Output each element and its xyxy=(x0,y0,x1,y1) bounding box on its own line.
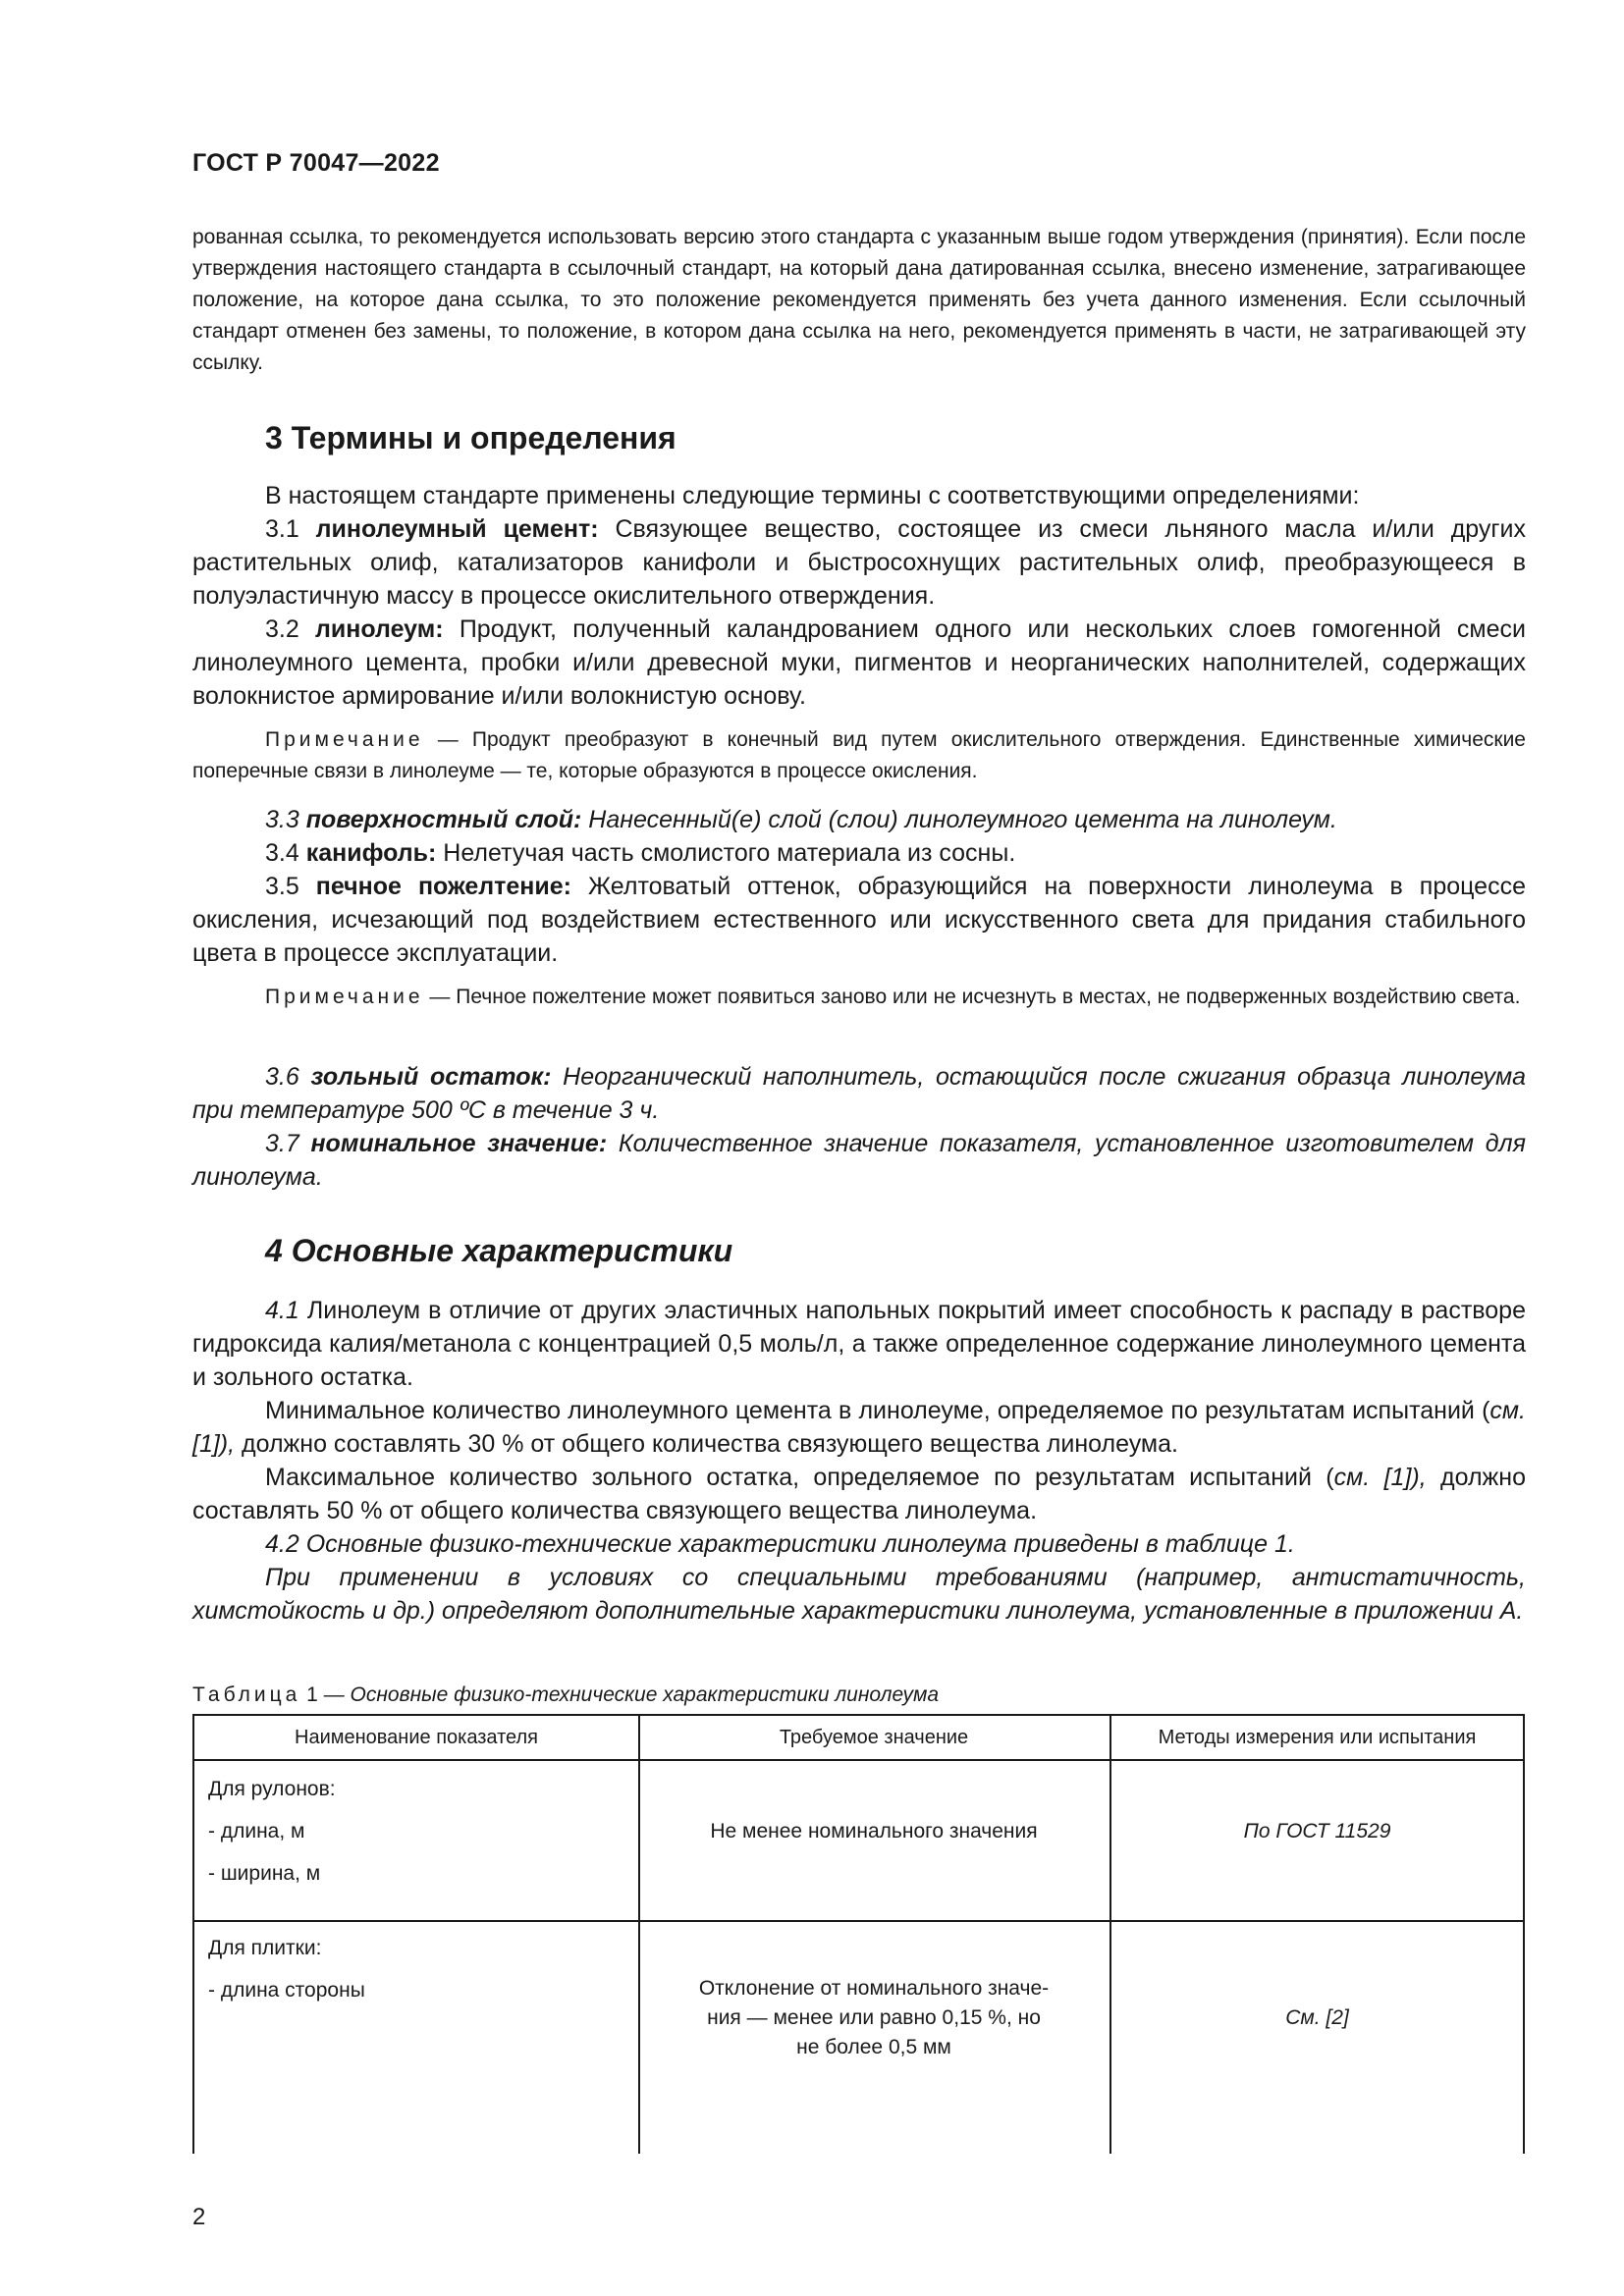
para-4-2: 4.2 Основные физико-технические характеристики линолеума приведены в таблице 1. xyxy=(265,1530,1295,1558)
table-header-method: Методы измерения или испытания xyxy=(1158,1727,1477,1748)
section-3-heading: 3 Термины и определения xyxy=(265,420,677,455)
section-4-body xyxy=(192,1294,1526,1628)
term-3-7: 3.7 номинальное значение: Количественное значение показателя, установленное изготовителем для линолеума. xyxy=(192,1130,1526,1191)
para-4-1: 4.1 Линолеум в отличие от других эластичных напольных покрытий имеет способность к распаду в растворе гидроксида калия/метанола с концентрацией 0,5 моль/л, а также определенное содержание линолеумного цемента и зольного остатка. xyxy=(192,1297,1526,1391)
section-3-body xyxy=(192,479,1526,713)
intro-text: рованная ссылка, то рекомендуется использовать версию этого стандарта с указанным выше годом утверждения (принятия). Если после утверждения настоящего стандарта в ссылочный стандарт, на который дана датированная ссылка, внесено изменение, затрагивающее положение, на которое дана ссылка, то это положение рекомендуется применять без учета данного изменения. Если ссылочный стандарт отменен без замены, то положение, в котором дана ссылка на него, рекомендуется применять в части, не затрагивающей эту ссылку. xyxy=(192,226,1526,374)
page-number: 2 xyxy=(192,2204,206,2230)
term-3-6: 3.6 зольный остаток: Неорганический наполнитель, остающийся после сжигания образца линолеума при температуре 500 ºC в течение 3 ч. xyxy=(192,1063,1527,1124)
table-header-value: Требуемое значение xyxy=(779,1727,969,1748)
para-4-1-max: Максимальное количество зольного остатка, определяемое по результатам испытаний (см. [1]), должно составлять 50 % от общего количества связующего вещества линолеума. xyxy=(192,1464,1526,1524)
term-3-2: 3.2 линолеум: Продукт, полученный каландрованием одного или нескольких слоев гомогенной смеси линолеумного цемента, пробки и/или древесной муки, пигментов и неорганических наполнителей, содержащих волокнистое армирование и/или волокнистую основу. xyxy=(192,615,1526,710)
para-4-1-min: Минимальное количество линолеумного цемента в линолеуме, определяемое по результатам испытаний (см. [1]), должно составлять 30 % от общего количества связующего вещества линолеума. xyxy=(192,1397,1526,1458)
intro-paragraph xyxy=(192,222,1526,379)
table-row-2-side: - длина стороны xyxy=(208,1979,365,2002)
table-row-1-length: - длина, м xyxy=(208,1820,305,1842)
table-caption: Таблица 1 — Основные физико-технические характеристики линолеума xyxy=(192,1683,940,1706)
table-row-1-width: - ширина, м xyxy=(208,1862,321,1885)
note-1: Примечание — Продукт преобразуют в конечный вид путем окислительного отверждения. Единственные химические поперечные связи в линолеуме — те, которые образуются в процессе окисления. xyxy=(192,728,1526,782)
section-4-heading: 4 Основные характеристики xyxy=(265,1233,733,1268)
characteristics-table xyxy=(192,1714,1525,2154)
table-row-1-value: Не менее номинального значения xyxy=(710,1820,1038,1842)
table-header-name: Наименование показателя xyxy=(295,1727,538,1748)
section-3-terms-cont xyxy=(192,803,1526,970)
table-row-2-title: Для плитки: xyxy=(208,1937,322,1959)
table-row-2-value: Отклонение от номинального значе- ния — менее или равно 0,15 %, но не более 0,5 мм xyxy=(698,1977,1050,2058)
section-3-terms-end xyxy=(192,1060,1526,1194)
section-3-lead: В настоящем стандарте применены следующие термины с соответствующими определениями: xyxy=(265,482,1360,509)
para-4-2-special: При применении в условиях со специальными требованиями (например, антистатичность, химстойкость и др.) определяют дополнительные характеристики линолеума, установленные в приложении А. xyxy=(192,1564,1526,1625)
term-3-4: 3.4 канифоль: Нелетучая часть смолистого материала из сосны. xyxy=(265,839,1016,867)
note-2: Примечание — Печное пожелтение может появиться заново или не исчезнуть в местах, не подверженных воздействию света. xyxy=(265,986,1521,1008)
document-header: ГОСТ Р 70047—2022 xyxy=(192,149,440,177)
table-row-2-method: См. [2] xyxy=(1285,2006,1349,2029)
table-row-1-title: Для рулонов: xyxy=(208,1778,336,1800)
term-3-5: 3.5 печное пожелтение: Желтоватый оттенок, образующийся на поверхности линолеума в процессе окисления, исчезающий под воздействием естественного или искусственного света для придания стабильного цвета в процессе эксплуатации. xyxy=(192,873,1526,967)
term-3-1: 3.1 линолеумный цемент: Связующее вещество, состоящее из смеси льняного масла и/или других растительных олиф, катализаторов канифоли и быстросохнущих растительных олиф, преобразующееся в полуэластичную массу в процессе окислительного отверждения. xyxy=(192,515,1526,610)
table-row-1-method: По ГОСТ 11529 xyxy=(1243,1820,1391,1842)
term-3-3: 3.3 поверхностный слой: Нанесенный(е) слой (слои) линолеумного цемента на линолеум. xyxy=(265,806,1337,833)
